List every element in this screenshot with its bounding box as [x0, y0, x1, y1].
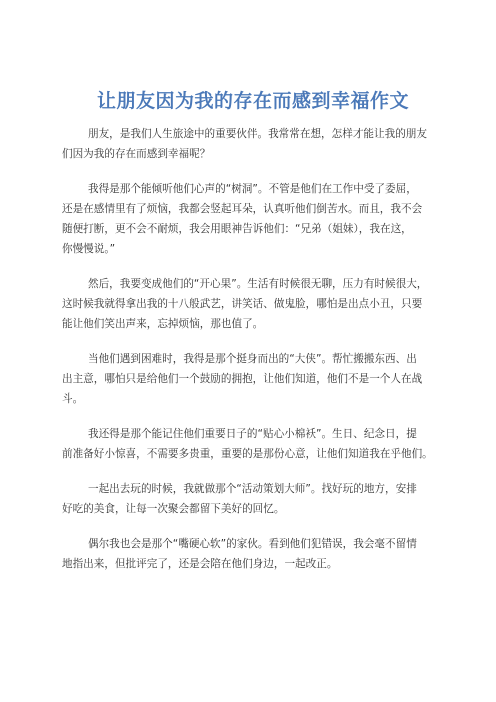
paragraph-line: 我还得是那个能记住他们重要日子的“贴心小棉袄”。生日、纪念日，提 — [88, 428, 417, 440]
paragraph-1 — [62, 124, 444, 164]
paragraph-line: 前准备好小惊喜，不需要多贵重，重要的是那份心意，让他们知道我在乎他们。 — [62, 448, 433, 460]
paragraph-line: 们因为我的存在而感到幸福呢？ — [62, 148, 211, 160]
paragraph-line: 偶尔我也会是那个“嘴硬心软”的家伙。看到他们犯错误，我会毫不留情 — [88, 538, 417, 550]
paragraph-line: 斗。 — [62, 393, 84, 405]
paragraph-line: 这时候我就得拿出我的十八般武艺，讲笑话、做鬼脸，哪怕是出点小丑，只要 — [62, 298, 423, 310]
paragraph-line: 出主意，哪怕只是给他们一个鼓励的拥抱，让他们知道，他们不是一个人在战 — [62, 373, 423, 385]
paragraph-line: 随便打断，更不会不耐烦，我会用眼神告诉他们：“兄弟（姐妹），我在这， — [62, 223, 412, 235]
paragraph-line: 朋友，是我们人生旅途中的重要伙伴。我常常在想，怎样才能让我的朋友 — [88, 128, 427, 140]
paragraph-line: 一起出去玩的时候，我就做那个“活动策划大师”。找好玩的地方，安排 — [88, 483, 417, 495]
paragraph-2 — [62, 179, 444, 259]
paragraph-line: 好吃的美食，让每一次聚会都留下美好的回忆。 — [62, 503, 285, 515]
paragraph-line: 当他们遇到困难时，我得是那个挺身而出的“大侠”。帮忙搬搬东西、出 — [88, 353, 417, 365]
paragraph-7 — [62, 534, 444, 574]
paragraph-line: 能让他们笑出声来，忘掉烦恼，那也值了。 — [62, 318, 264, 330]
paragraph-3 — [62, 274, 444, 334]
paragraph-6 — [62, 479, 444, 519]
paragraph-line: 地指出来，但批评完了，还是会陪在他们身边，一起改正。 — [62, 558, 338, 570]
document-title: 让朋友因为我的存在而感到幸福作文 — [96, 90, 409, 112]
paragraph-line: 然后，我要变成他们的“开心果”。生活有时候很无聊，压力有时候很大， — [88, 278, 428, 290]
paragraph-5 — [62, 424, 444, 464]
paragraph-4 — [62, 349, 444, 409]
paragraph-line: 还是在感情里有了烦恼，我都会竖起耳朵，认真听他们倒苦水。而且，我不会 — [62, 203, 423, 215]
paragraph-line: 你慢慢说。” — [62, 243, 116, 255]
paragraph-line: 我得是那个能倾听他们心声的“树洞”。不管是他们在工作中受了委屈， — [88, 183, 417, 195]
